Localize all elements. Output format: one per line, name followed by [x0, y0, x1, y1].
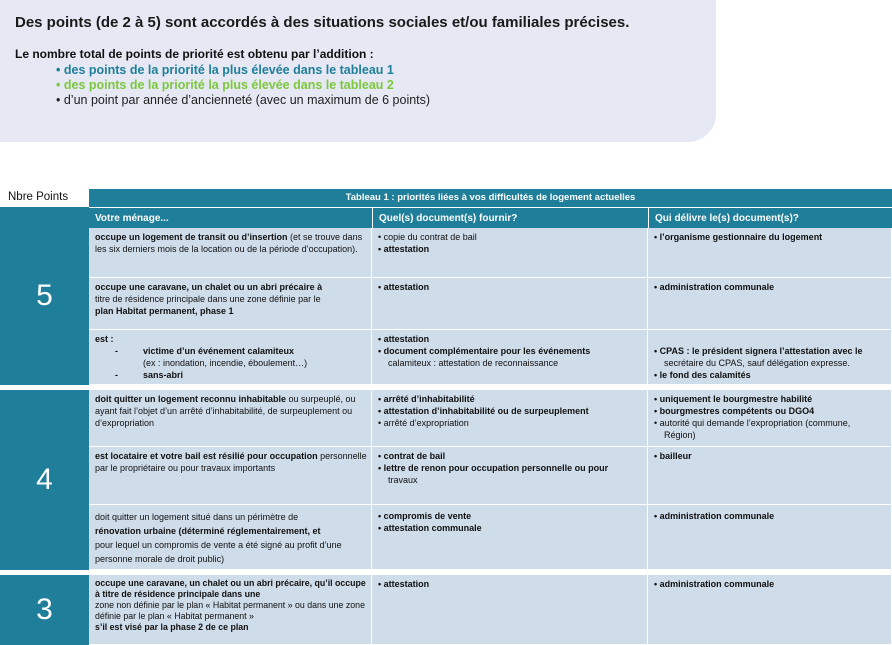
table-row-calamite-delivrance: • CPAS : le président signera l’attestation avec le secrétaire du CPAS, sauf délégation expresse. • le fond des calamités: [648, 330, 892, 385]
table-row-caravane-hp2-menage: occupe une caravane, un chalet ou un abri précaire, qu’il occupe à titre de résidence principale dans une zone non définie par le plan « Habitat permanent » ou dans une zone définie par le plan « Habitat permanent » s’il est visé par la phase 2 de ce plan: [89, 575, 372, 645]
intro-bullets: [56, 63, 430, 108]
table-row-caravane-hp2-documents: • attestation: [372, 575, 648, 645]
table-row-renovation-documents: • compromis de vente • attestation communale: [372, 505, 648, 570]
table-row-renovation-delivrance: • administration communale: [648, 505, 892, 570]
intro-lead: Le nombre total de points de priorité est obtenu par l’addition :: [15, 47, 374, 61]
table-row-calamite-documents: • attestation • document complémentaire pour les événements calamiteux : attestation de reconnaissance: [372, 330, 648, 385]
intro-title: Des points (de 2 à 5) sont accordés à des situations sociales et/ou familiales précises.: [15, 14, 630, 31]
column-header-menage: Votre ménage...: [89, 207, 372, 228]
table-row-renovation-menage: doit quitter un logement situé dans un périmètre de rénovation urbaine (déterminé réglementairement, et pour lequel un compromis de vente a été signé au profit d’une personne morale de droit public): [89, 505, 372, 570]
intro-bullet-seniority: • d’un point par année d’ancienneté (avec un maximum de 6 points): [56, 93, 430, 108]
table-row-caravane-hp1-delivrance: • administration communale: [648, 278, 892, 330]
intro-bullet-table2: • des points de la priorité la plus élevée dans le tableau 2: [56, 78, 430, 93]
table-row-transit-menage: occupe un logement de transit ou d’insertion (et se trouve dans les six derniers mois de la location ou de la période d’occupation).: [89, 228, 372, 278]
table-row-inhabitable-menage: doit quitter un logement reconnu inhabitable ou surpeuplé, ou ayant fait l’objet d’un arrêté d’inhabitabilité, de surpeuplement ou d’expropriation: [89, 390, 372, 447]
table-row-transit-delivrance: • l’organisme gestionnaire du logement: [648, 228, 892, 278]
table-row-transit-documents: • copie du contrat de bail • attestation: [372, 228, 648, 278]
column-header-documents: Quel(s) document(s) fournir?: [372, 207, 648, 228]
table-row-calamite-menage: est : - victime d’un événement calamiteux (ex : inondation, incendie, éboulement…) - sans-abri: [89, 330, 372, 385]
table-row-inhabitable-delivrance: • uniquement le bourgmestre habilité • bourgmestres compétents ou DGO4 • autorité qui demande l’expropriation (commune, Région): [648, 390, 892, 447]
intro-panel: [0, 0, 716, 142]
table-row-caravane-hp1-documents: • attestation: [372, 278, 648, 330]
table-row-inhabitable-documents: • arrêté d’inhabitabilité • attestation d’inhabitabilité ou de surpeuplement • arrêté d’expropriation: [372, 390, 648, 447]
table-title: Tableau 1 : priorités liées à vos difficultés de logement actuelles: [89, 189, 892, 207]
intro-bullet-table1: • des points de la priorité la plus élevée dans le tableau 1: [56, 63, 430, 78]
points-5: 5: [0, 207, 89, 385]
table-row-bail-resilie-documents: • contrat de bail • lettre de renon pour occupation personnelle ou pour travaux: [372, 447, 648, 505]
table-row-bail-resilie-menage: est locataire et votre bail est résilié pour occupation personnelle par le propriétaire ou pour travaux importants: [89, 447, 372, 505]
column-header-delivrance: Qui délivre le(s) document(s)?: [648, 207, 892, 228]
table-row-caravane-hp1-menage: occupe une caravane, un chalet ou un abri précaire à titre de résidence principale dans une zone définie par le plan Habitat permanent, phase 1: [89, 278, 372, 330]
table-row-caravane-hp2-delivrance: • administration communale: [648, 575, 892, 645]
points-4: 4: [0, 390, 89, 570]
points-column-label: Nbre Points: [8, 191, 69, 203]
points-3: 3: [0, 575, 89, 645]
table-row-bail-resilie-delivrance: • bailleur: [648, 447, 892, 505]
